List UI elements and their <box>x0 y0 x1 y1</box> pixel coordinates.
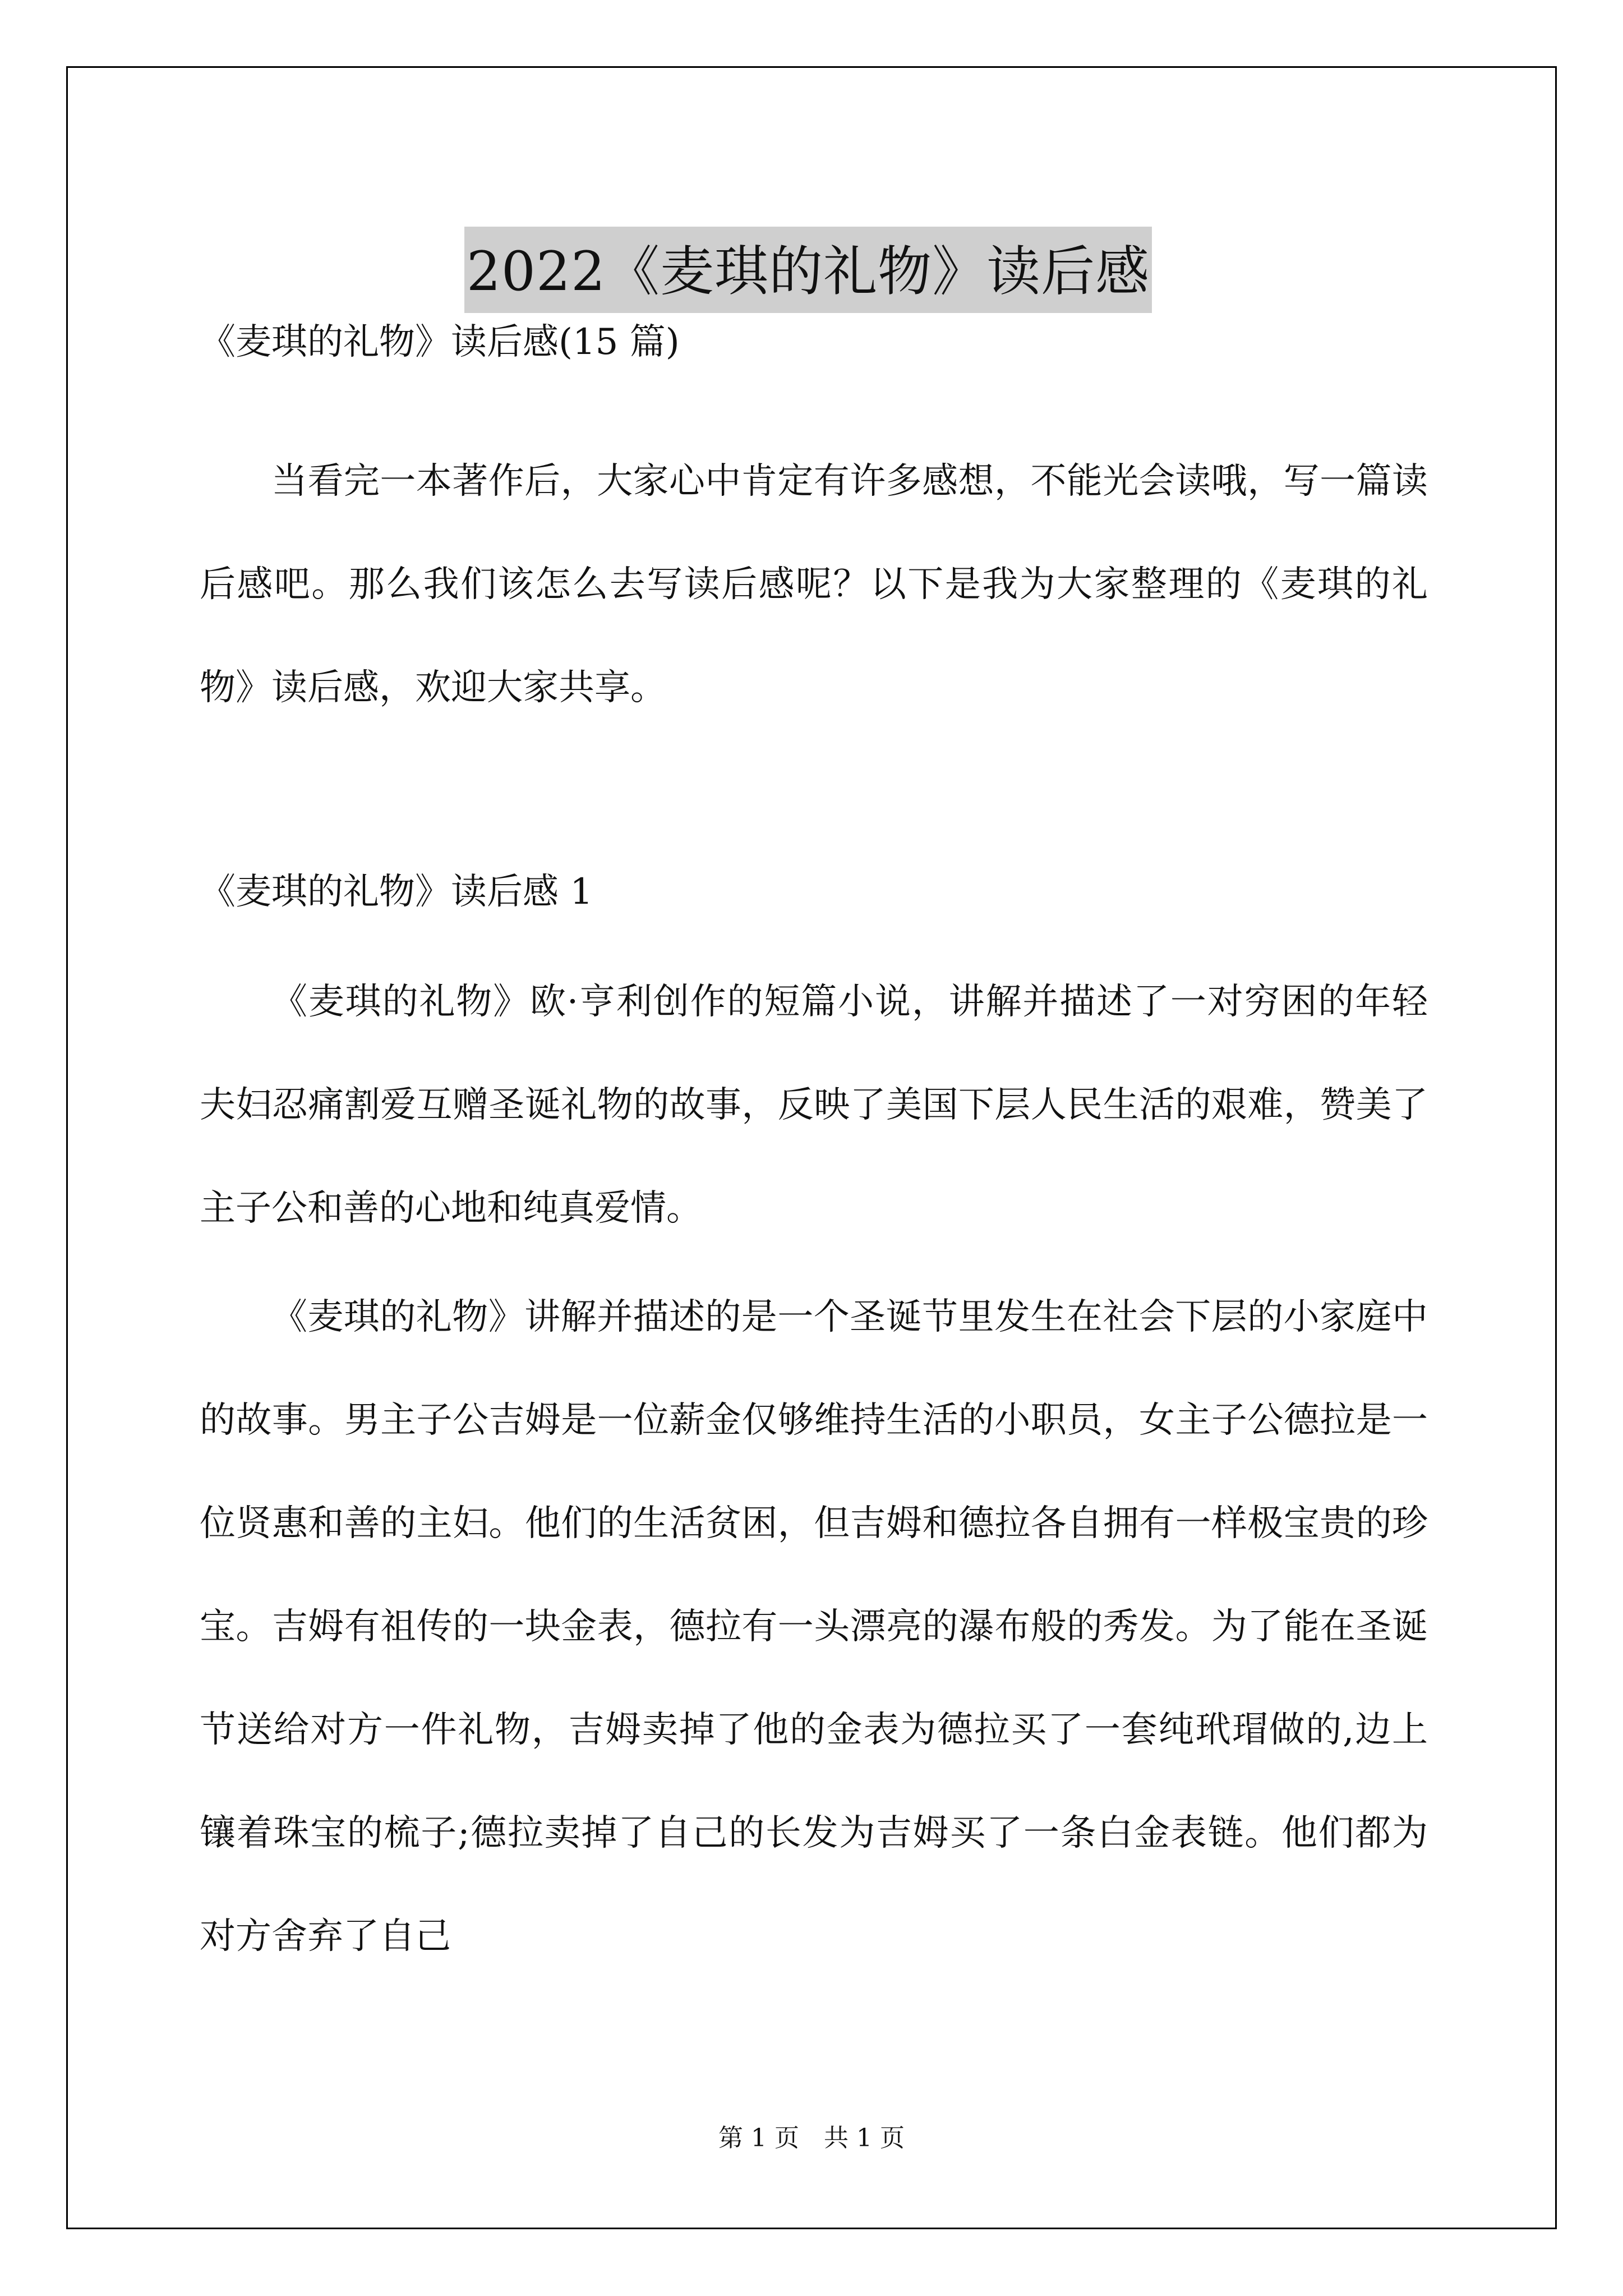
section-heading: 《麦琪的礼物》读后感 1 <box>200 871 593 913</box>
document-subtitle: 《麦琪的礼物》读后感(15 篇) <box>200 321 680 363</box>
document-body <box>200 191 1428 1957</box>
body-paragraph-2: 《麦琪的礼物》讲解并描述的是一个圣诞节里发生在社会下层的小家庭中的故事。男主子公吉姆是一位薪金仅够维持生活的小职员，女主子公德拉是一位贤惠和善的主妇。他们的生活贫困，但吉姆和德拉各自拥有一样极宝贵的珍宝。吉姆有祖传的一块金表，德拉有一头漂亮的瀑布般的秀发。为了能在圣诞节送给对方一件礼物，吉姆卖掉了他的金表为德拉买了一套纯玳瑁做的,边上镶着珠宝的梳子;德拉卖掉了自己的长发为吉姆买了一条白金表链。他们都为对方舍弃了自己 <box>200 1296 1428 1957</box>
intro-paragraph: 当看完一本著作后，大家心中肯定有许多感想，不能光会读哦，写一篇读后感吧。那么我们该怎么去写读后感呢？以下是我为大家整理的《麦琪的礼物》读后感，欢迎大家共享。 <box>200 461 1428 708</box>
document-title: 2022《麦琪的礼物》读后感 <box>464 227 1152 313</box>
body-paragraph-1: 《麦琪的礼物》欧·亨利创作的短篇小说，讲解并描述了一对穷困的年轻夫妇忍痛割爱互赠圣诞礼物的故事，反映了美国下层人民生活的艰难，赞美了主子公和善的心地和纯真爱情。 <box>200 981 1428 1229</box>
page-footer: 第 1 页 共 1 页 <box>718 2124 905 2152</box>
